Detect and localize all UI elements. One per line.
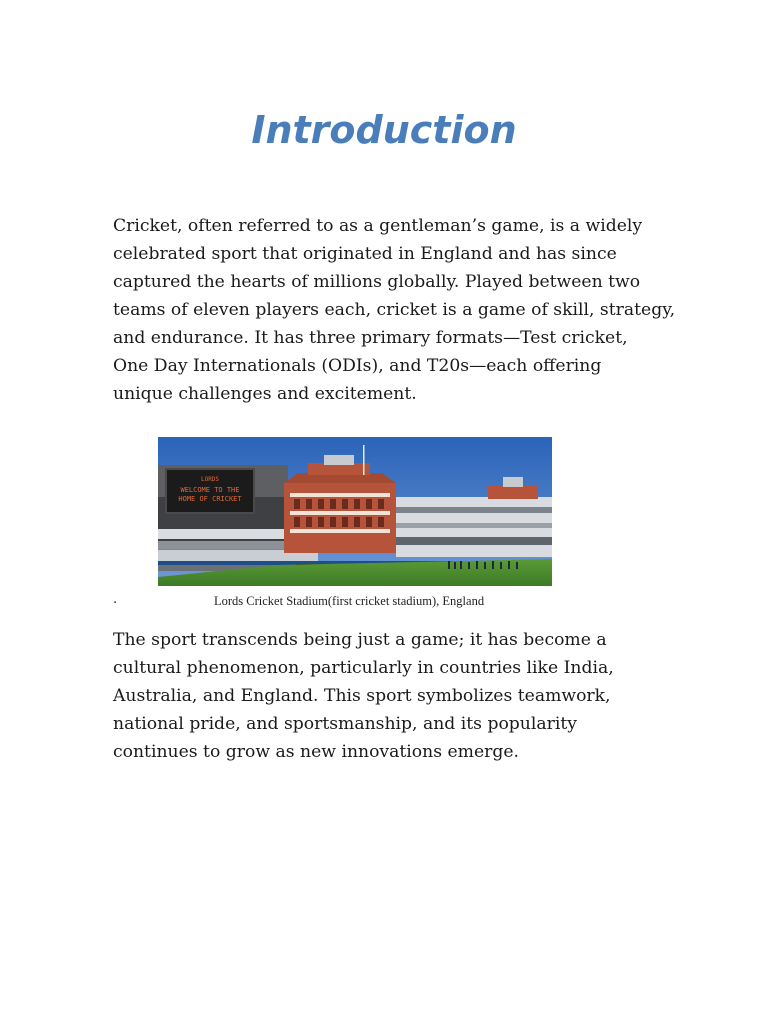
paragraph-line: cultural phenomenon, particularly in countries like India, [113, 658, 614, 678]
paragraph-line: One Day Internationals (ODIs), and T20s—each offering [113, 356, 602, 376]
caption-marker: . [113, 592, 118, 607]
scoreboard-text: HOME OF CRICKET [178, 495, 242, 503]
image-caption: Lords Cricket Stadium(first cricket stadium), England [214, 594, 485, 608]
intro-paragraph [113, 212, 676, 408]
stadium-photo [158, 437, 552, 586]
paragraph-line: captured the hearts of millions globally. Played between two [113, 272, 641, 292]
paragraph-line: unique challenges and excitement. [113, 384, 417, 404]
page-title: Introduction [251, 108, 517, 152]
paragraph-line: Australia, and England. This sport symbolizes teamwork, [113, 686, 611, 706]
scoreboard-text: WELCOME TO THE [180, 486, 240, 494]
paragraph-line: national pride, and sportsmanship, and its popularity [113, 714, 577, 734]
scoreboard-text: LORDS [200, 476, 220, 483]
paragraph-line: celebrated sport that originated in England and has since [113, 244, 617, 264]
paragraph-line: Cricket, often referred to as a gentleman’s game, is a widely [113, 216, 643, 236]
paragraph-line: and endurance. It has three primary formats—Test cricket, [113, 328, 628, 348]
paragraph-line: teams of eleven players each, cricket is a game of skill, strategy, [113, 300, 676, 320]
paragraph-line: The sport transcends being just a game; it has become a [113, 630, 607, 650]
paragraph-line: continues to grow as new innovations emerge. [113, 742, 519, 762]
closing-paragraph [113, 626, 658, 766]
